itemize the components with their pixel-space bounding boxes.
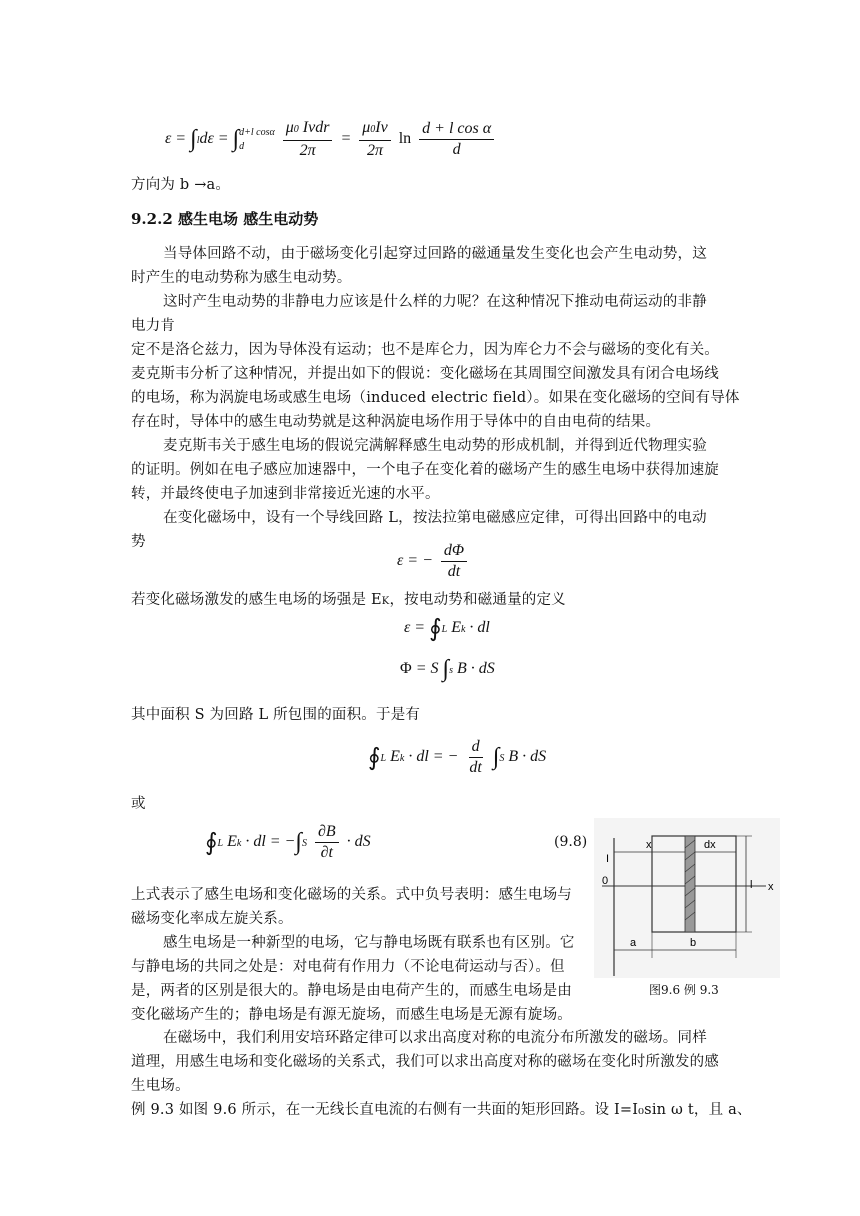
paragraph-line: 的证明。例如在电子感应加速器中，一个电子在变化着的磁场产生的感生电场中获得加速旋 <box>131 462 719 478</box>
label-current: I <box>606 853 610 865</box>
paragraph-line: 时产生的电动势称为感生电动势。 <box>131 270 352 286</box>
paragraph-line: 定不是洛仑兹力，因为导体没有运动；也不是库仑力，因为库仑力不会与磁场的变化有关。 <box>131 342 719 358</box>
paragraph-line: 转，并最终使电子加速到非常接近光速的水平。 <box>131 486 440 502</box>
equation-induced-field: ∮L Ek · dl = − $\frac{d}{dt}$ ∫S B · dS <box>368 738 547 776</box>
paragraph-line: 变化磁场产生的；静电场是有源无旋场，而感生电场是无源有旋场。 <box>131 1007 572 1023</box>
paragraph-line: 当导体回路不动，由于磁场变化引起穿过回路的磁通量发生变化也会产生电动势，这 <box>163 246 707 262</box>
equation-number: (9.8) <box>554 834 588 850</box>
paragraph-line: 生电场。 <box>131 1078 190 1094</box>
text-direction: 方向为 b →a。 <box>131 177 231 193</box>
section-heading: 9.2.2 感生电场 感生电动势 <box>131 210 319 228</box>
paragraph-line: 是，两者的区别是很大的。静电场是由电荷产生的，而感生电场是由 <box>131 983 572 999</box>
paragraph-line: 这时产生电动势的非静电力应该是什么样的力呢？在这种情况下推动电荷运动的非静 <box>163 294 707 310</box>
paragraph-line: 麦克斯韦分析了这种情况，并提出如下的假说：变化磁场在其周围空间激发具有闭合电场线 <box>131 366 719 382</box>
equation-faraday: ε = − $\frac{d\Phi}{dt}$ <box>397 541 471 582</box>
label-dx: dx <box>704 839 716 851</box>
paragraph-line: 与静电场的共同之处是：对电荷有作用力（不论电荷运动与否）。但 <box>131 959 565 975</box>
equation-emf-definition: ε = ∮L Ek · dl <box>404 616 490 642</box>
equation-9-8: ∮L Ek · dl = −∫S $\frac{\partial B}{\partial t}$ · dS <box>205 823 371 861</box>
equation-emf-motional: ε = ∫ldε = ∫d+l cosα d $\frac{\text{μ0 Ivdr}}{2\pi}$ = $\frac{\mu 0Iv}{2\pi}$ ln $\frac{\text{d + l cos α}}{d}$ <box>165 118 498 161</box>
paragraph-line: 在变化磁场中，设有一个导线回路 L，按法拉第电磁感应定律，可得出回路中的电动 <box>163 510 707 526</box>
label-x: x <box>646 839 652 851</box>
paragraph-line: 上式表示了感生电场和变化磁场的关系。式中负号表明：感生电场与 <box>131 887 572 903</box>
paragraph-line: 感生电场是一种新型的电场，它与静电场既有联系也有区别。它 <box>163 935 575 951</box>
label-a: a <box>630 937 637 949</box>
paragraph-line: 若变化磁场激发的感生电场的场强是 EK，按电动势和磁通量的定义 <box>131 592 566 608</box>
paragraph-line: 磁场变化率成左旋关系。 <box>131 911 293 927</box>
paragraph-line: 或 <box>131 796 146 812</box>
paragraph-line: 其中面积 S 为回路 L 所包围的面积。于是有 <box>131 707 421 723</box>
label-l: l <box>750 879 753 891</box>
paragraph-line: 麦克斯韦关于感生电场的假说完满解释感生电动势的形成机制，并得到近代物理实验 <box>163 438 707 454</box>
paragraph-line: 道理，用感生电场和变化磁场的关系式，我们可以求出高度对称的磁场在变化时所激发的感 <box>131 1054 719 1070</box>
paragraph-line: 电力肯 <box>131 318 176 334</box>
paragraph-line: 的电场，称为涡旋电场或感生电场（induced electric field）。如果在变化磁场的空间有导体 <box>131 390 740 406</box>
paragraph-line: 例 9.3 如图 9.6 所示，在一无线长直电流的右侧有一共面的矩形回路。设 I=I₀sin ω t，且 a、 <box>131 1102 752 1118</box>
paragraph-line: 势 <box>131 534 146 550</box>
label-b: b <box>690 937 697 949</box>
rectangular-loop-diagram <box>594 818 780 978</box>
paragraph-line: 存在时，导体中的感生电动势就是这种涡旋电场作用于导体中的自由电荷的结果。 <box>131 414 661 430</box>
paragraph-line: 在磁场中，我们利用安培环路定律可以求出高度对称的电流分布所激发的磁场。同样 <box>163 1030 707 1046</box>
figure-caption: 图9.6 例 9.3 <box>649 983 719 997</box>
figure-9-6 <box>594 818 780 978</box>
label-x-axis: x <box>768 881 774 893</box>
label-origin: 0 <box>602 875 609 887</box>
equation-flux-definition: Φ = S ∫s B · dS <box>400 656 495 682</box>
